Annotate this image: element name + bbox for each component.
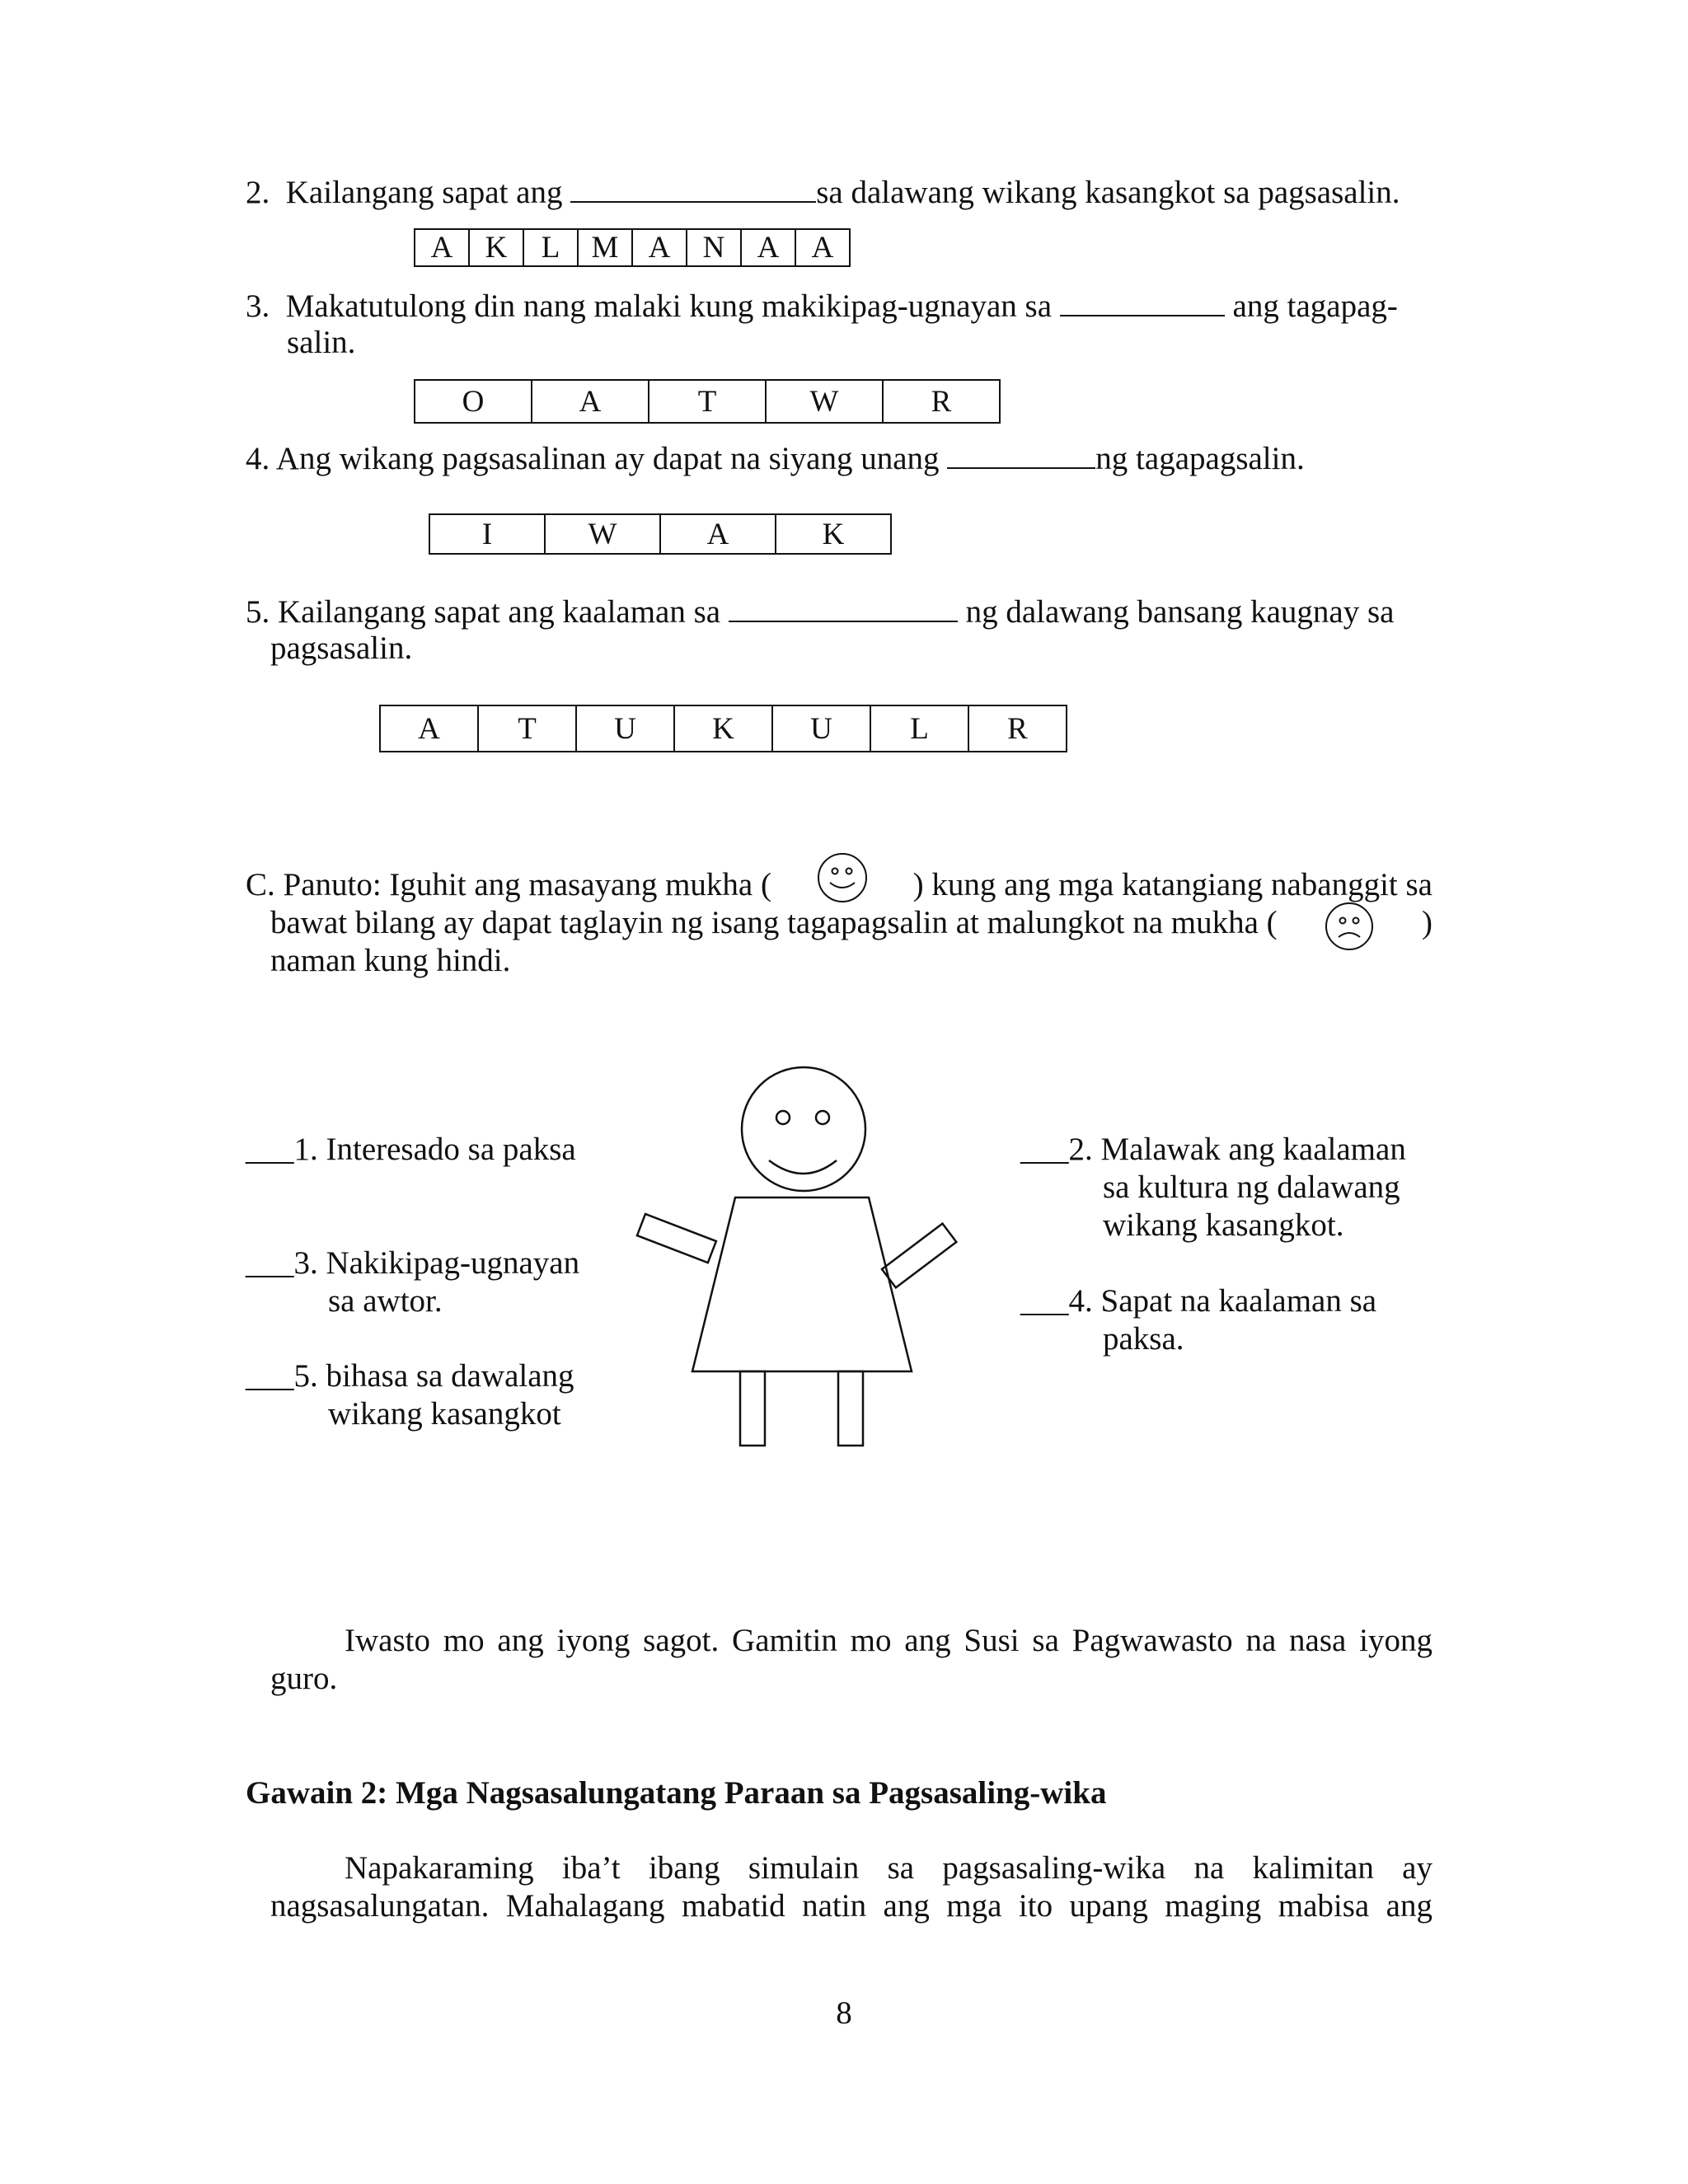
letter-box: I (430, 515, 546, 553)
item-2-before: Kailangang sapat ang (285, 175, 563, 210)
trait-2-text: 2. Malawak ang kaalaman (1068, 1132, 1406, 1167)
item-4-answer-blank[interactable] (947, 438, 1095, 469)
letter-box: W (546, 515, 661, 553)
stick-figure-illustration (635, 1063, 973, 1451)
figure-body (692, 1197, 912, 1371)
letter-box: A (742, 230, 796, 265)
item-3-line1-after: ang tagapag- (1232, 288, 1398, 324)
item-2-letter-boxes (414, 228, 851, 267)
letter-box: R (931, 384, 952, 419)
figure-left-leg (740, 1371, 765, 1446)
section-c-line1-a: C. Panuto: Iguhit ang masayang mukha ( (246, 867, 771, 902)
figure-smile (769, 1160, 837, 1174)
item-2-number: 2. (246, 175, 270, 210)
trait-item-3-line2: sa awtor. (328, 1283, 443, 1319)
letter-box: M (579, 230, 633, 265)
trait-item-5-line2: wikang kasangkot (328, 1396, 561, 1432)
item-2-answer-blank[interactable] (570, 171, 816, 203)
letter-box: A (532, 381, 649, 422)
letter-box: K (822, 517, 845, 551)
trait-5-blank[interactable]: ___ (246, 1358, 294, 1394)
figure-left-eye (776, 1111, 790, 1124)
letter-box: A (811, 231, 834, 265)
letter-box: R (1007, 711, 1028, 746)
section-c-line1 (246, 866, 1432, 904)
letter-box: A (661, 515, 776, 553)
trait-3-text: 3. Nakikipag-ugnayan (293, 1245, 580, 1281)
trait-4-text: 4. Sapat na kaalaman sa (1068, 1283, 1377, 1319)
item-4-text (246, 438, 1305, 478)
item-5-letter-boxes (379, 705, 1067, 752)
trait-item-4 (1020, 1282, 1376, 1320)
trait-item-2-line2: sa kultura ng dalawang (1103, 1169, 1400, 1205)
figure-left-arm (637, 1214, 716, 1263)
gawain-2-para-line1 (270, 1849, 1432, 1887)
page-number: 8 (836, 1995, 852, 2031)
sad-face-icon (1324, 904, 1375, 942)
item-3-answer-blank[interactable] (1060, 285, 1225, 316)
gawain-2-para-line1-text: Napakaraming iba’t ibang simulain sa pagsasaling-wika na kalimitan ay (345, 1850, 1432, 1886)
item-3-line1-before: Makatutulong din nang malaki kung makikipag-ugnayan sa (285, 288, 1053, 324)
trait-item-3 (246, 1244, 579, 1282)
item-2-after: sa dalawang wikang kasangkot sa pagsasalin. (816, 175, 1400, 210)
figure-right-leg (838, 1371, 863, 1446)
item-4-letter-boxes (429, 513, 892, 555)
letter-box: U (773, 706, 871, 751)
item-5-answer-blank[interactable] (729, 591, 958, 622)
letter-box: L (871, 706, 969, 751)
trait-5-text: 5. bihasa sa dawalang (293, 1358, 574, 1394)
letter-box: A (633, 230, 687, 265)
figure-right-arm (882, 1224, 956, 1288)
figure-head (742, 1067, 865, 1191)
item-3-text (246, 285, 1398, 326)
gawain-2-para-line2 (270, 1887, 1432, 1925)
letter-box: K (675, 706, 773, 751)
gawain-2-para-line2-text: nagsasalungatan. Mahalagang mabatid natin ang mga ito upang maging mabisa ang (270, 1888, 1432, 1924)
item-5-text (246, 591, 1394, 631)
item-3-line2: salin. (287, 325, 356, 360)
letter-box: T (479, 706, 577, 751)
trait-1-text: 1. Interesado sa paksa (293, 1132, 576, 1167)
letter-box: N (687, 230, 742, 265)
figure-right-eye (816, 1111, 829, 1124)
section-c-line1-b: ) kung ang mga katangiang nabanggit sa (912, 867, 1432, 902)
trait-1-blank[interactable]: ___ (246, 1132, 294, 1167)
item-4-before: 4. Ang wikang pagsasalinan ay dapat na siyang unang (246, 441, 940, 476)
item-5-after: ng dalawang bansang kaugnay sa (965, 594, 1395, 630)
letter-box: K (470, 230, 524, 265)
item-4-after: ng tagapagsalin. (1095, 441, 1305, 476)
trait-item-5 (246, 1357, 574, 1395)
item-5-line2: pagsasalin. (270, 630, 413, 666)
smiley-face-icon (816, 866, 869, 904)
section-c-line2 (270, 904, 1432, 942)
trait-4-blank[interactable]: ___ (1020, 1283, 1069, 1319)
trait-item-1 (246, 1131, 576, 1169)
letter-box: L (524, 230, 579, 265)
trait-2-blank[interactable]: ___ (1020, 1132, 1069, 1167)
check-line2: guro. (270, 1661, 338, 1696)
trait-item-2-line3: wikang kasangkot. (1103, 1207, 1344, 1243)
letter-box: A (415, 230, 470, 265)
trait-item-2 (1020, 1131, 1406, 1169)
gawain-2-heading: Gawain 2: Mga Nagsasalungatang Paraan sa Pagsasaling-wika (246, 1775, 1107, 1811)
trait-item-4-line2: paksa. (1103, 1321, 1184, 1357)
letter-box: T (649, 381, 767, 422)
letter-box: A (381, 706, 479, 751)
letter-box: U (577, 706, 675, 751)
section-c-line2-a: bawat bilang ay dapat taglayin ng isang tagapagsalin at malungkot na mukha ( (270, 905, 1278, 940)
item-2-text (246, 171, 1400, 212)
item-3-letter-boxes (414, 379, 1001, 424)
check-line1-text: Iwasto mo ang iyong sagot. Gamitin mo ang Susi sa Pagwawasto na nasa iyong (345, 1623, 1432, 1658)
letter-box: W (767, 381, 884, 422)
item-5-before: 5. Kailangang sapat ang kaalaman sa (246, 594, 721, 630)
item-3-number: 3. (246, 288, 270, 324)
letter-box: O (415, 381, 532, 422)
section-c-line3: naman kung hindi. (270, 943, 511, 978)
check-line1 (270, 1622, 1432, 1660)
section-c-line2-b: ) (1422, 905, 1432, 940)
trait-3-blank[interactable]: ___ (246, 1245, 294, 1281)
